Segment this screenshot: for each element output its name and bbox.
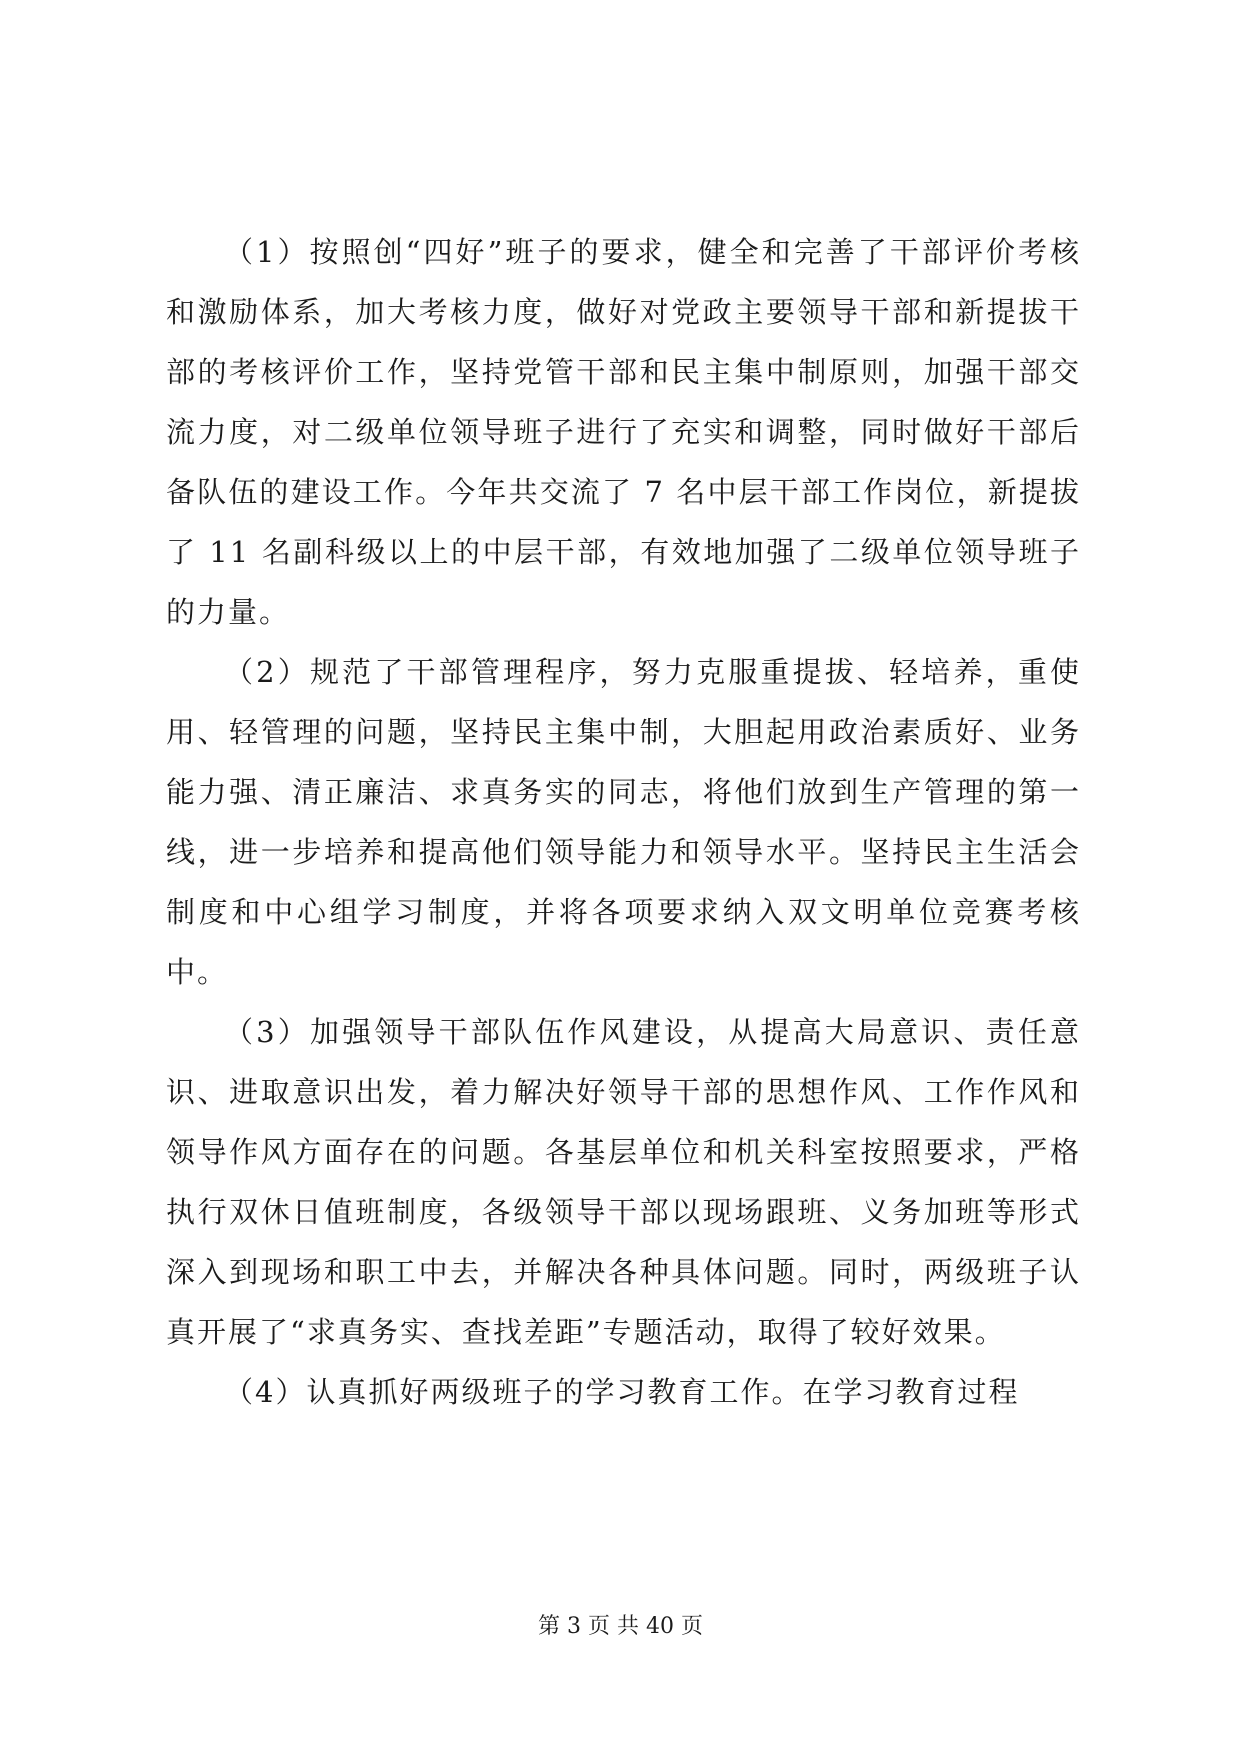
page-number-footer: 第 3 页 共 40 页 xyxy=(538,1614,703,1639)
paragraph-1: （1）按照创“四好”班子的要求，健全和完善了干部评价考核和激励体系，加大考核力度，做好对党政主要领导干部和新提拔干部的考核评价工作，坚持党管干部和民主集中制原则，加强干部交流力度，对二级单位领导班子进行了充实和调整，同时做好干部后备队伍的建设工作。今年共交流了 7 名中层干部工作岗位，新提拔了 11 名副科级以上的中层干部，有效地加强了二级单位领导班子的力量。 xyxy=(166,235,1081,629)
paragraph-3: （3）加强领导干部队伍作风建设，从提高大局意识、责任意识、进取意识出发，着力解决好领导干部的思想作风、工作作风和领导作风方面存在的问题。各基层单位和机关科室按照要求，严格执行双休日值班制度，各级领导干部以现场跟班、义务加班等形式深入到现场和职工中去，并解决各种具体问题。同时，两级班子认真开展了“求真务实、查找差距”专题活动，取得了较好效果。 xyxy=(166,1015,1081,1349)
paragraph-4: （4）认真抓好两级班子的学习教育工作。在学习教育过程 xyxy=(224,1375,1020,1409)
body-text xyxy=(166,222,1081,1422)
paragraph-2: （2）规范了干部管理程序，努力克服重提拔、轻培养，重使用、轻管理的问题，坚持民主集中制，大胆起用政治素质好、业务能力强、清正廉洁、求真务实的同志，将他们放到生产管理的第一线，进一步培养和提高他们领导能力和领导水平。坚持民主生活会制度和中心组学习制度，并将各项要求纳入双文明单位竞赛考核中。 xyxy=(166,655,1081,989)
